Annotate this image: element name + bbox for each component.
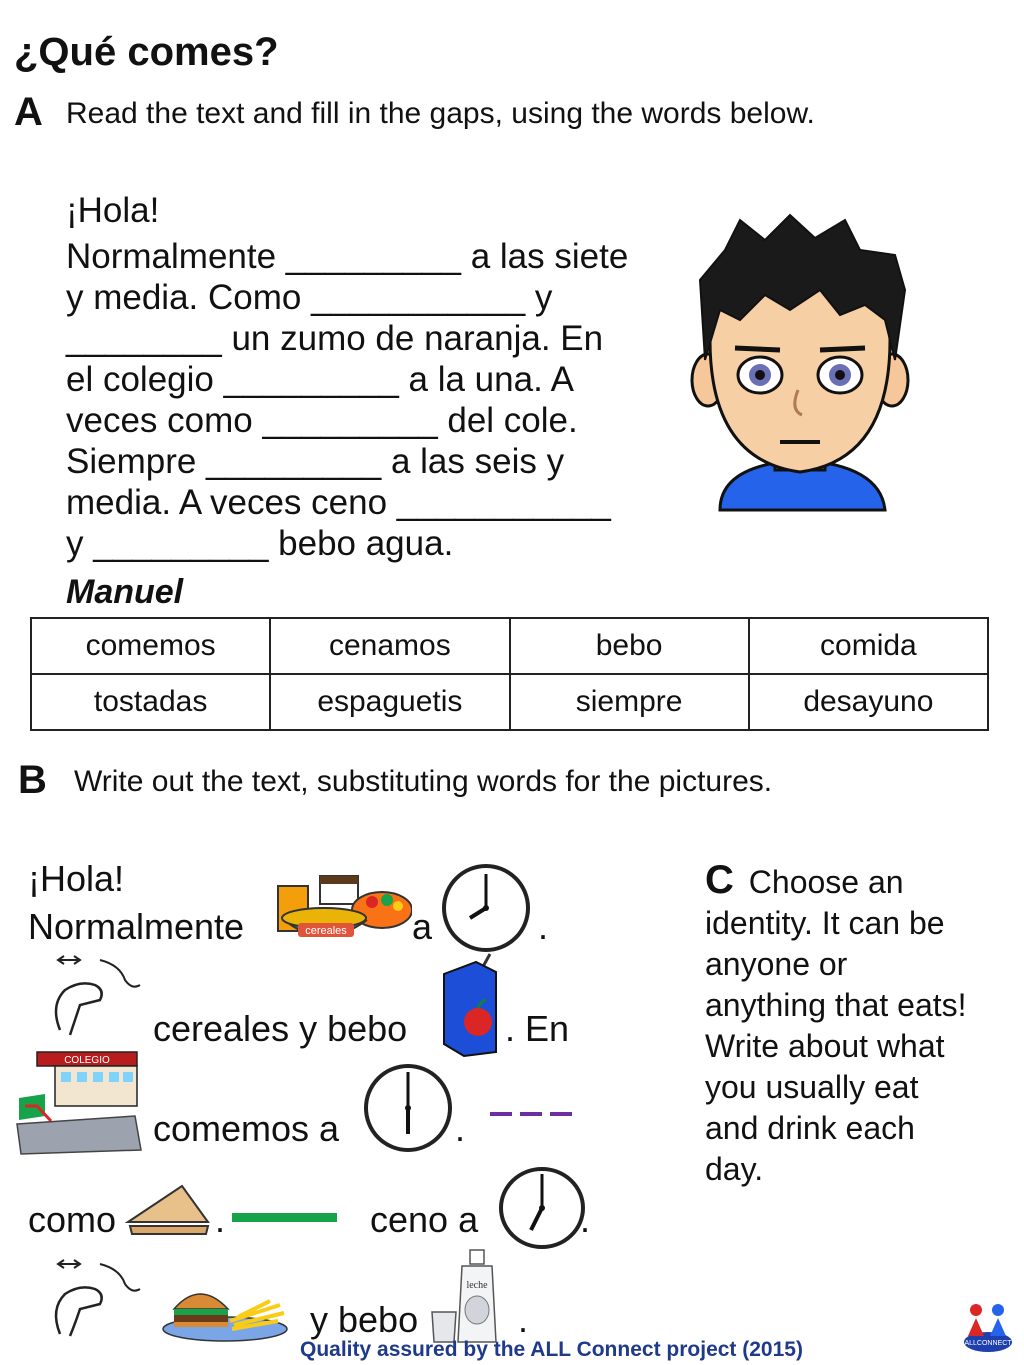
comemos-a-text: comemos a xyxy=(153,1108,340,1149)
clock-icon xyxy=(497,1166,587,1250)
section-c-line: anything that eats! xyxy=(705,987,967,1023)
normalmente-text: Normalmente xyxy=(28,906,245,947)
school-icon xyxy=(15,1046,143,1156)
paragraph-line: veces como _________ del cole. xyxy=(66,401,578,440)
table-row xyxy=(31,674,988,730)
paragraph-line: el colegio _________ a la una. A xyxy=(66,360,574,399)
clock-icon xyxy=(440,862,532,954)
juice-carton-icon xyxy=(440,952,500,1057)
eat-sign-icon xyxy=(40,950,150,1040)
word-bank-table xyxy=(30,617,989,731)
period-1: . xyxy=(538,906,549,947)
period-4: . xyxy=(580,1199,591,1240)
milk-label: leche xyxy=(466,1280,488,1291)
paragraph-line: y media. Como ___________ y xyxy=(66,278,553,317)
page-title: ¿Qué comes? xyxy=(14,30,279,74)
section-b-instruction: Write out the text, substituting words for the pictures. xyxy=(74,765,773,798)
signature: Manuel xyxy=(66,573,184,611)
section-c-line: Write about what xyxy=(705,1028,945,1064)
paragraph-line: Normalmente _________ a las siete xyxy=(66,237,629,276)
table-cell: bebo xyxy=(510,618,749,674)
paragraph-line: ________ un zumo de naranja. En xyxy=(66,319,604,358)
section-b-greeting: ¡Hola! xyxy=(28,858,125,899)
section-a-greeting: ¡Hola! xyxy=(66,191,160,230)
table-cell: espaguetis xyxy=(270,674,509,730)
a-text: a xyxy=(412,906,433,947)
section-a-paragraph xyxy=(66,236,686,564)
como-text: como xyxy=(28,1199,117,1240)
section-c-first: Choose an xyxy=(748,864,904,900)
burger-fries-icon xyxy=(160,1275,290,1345)
breakfast-icon xyxy=(262,868,412,948)
section-c xyxy=(705,860,1005,1190)
dash-mark xyxy=(490,1112,512,1116)
en-text: . En xyxy=(505,1008,570,1049)
dash-mark xyxy=(520,1112,542,1116)
section-c-line: day. xyxy=(705,1151,764,1187)
boy-illustration xyxy=(680,210,920,520)
y-bebo-text: y bebo xyxy=(310,1299,419,1340)
section-c-line: identity. It can be xyxy=(705,905,945,941)
paragraph-line: y _________ bebo agua. xyxy=(66,524,454,563)
period-3: . xyxy=(215,1199,226,1240)
milk-icon xyxy=(428,1246,504,1346)
clock-icon xyxy=(362,1062,454,1154)
table-cell: siempre xyxy=(510,674,749,730)
period-5: . xyxy=(518,1299,529,1340)
paragraph-line: Siempre _________ a las seis y xyxy=(66,442,565,481)
section-c-letter: C xyxy=(705,858,734,902)
cereales-text: cereales y bebo xyxy=(153,1008,408,1049)
cereal-box-label: cereales xyxy=(305,925,347,937)
section-c-line: and drink each xyxy=(705,1110,915,1146)
footer-credit: Quality assured by the ALL Connect project (2015) xyxy=(300,1338,803,1361)
table-cell: tostadas xyxy=(31,674,270,730)
section-a-instruction: Read the text and fill in the gaps, using the words below. xyxy=(66,97,815,130)
ceno-a-text: ceno a xyxy=(370,1199,479,1240)
table-cell: comida xyxy=(749,618,988,674)
eat-sign-icon xyxy=(40,1254,150,1340)
school-sign-label: COLEGIO xyxy=(64,1055,110,1066)
green-bar xyxy=(232,1213,337,1222)
table-cell: desayuno xyxy=(749,674,988,730)
period-2: . xyxy=(455,1108,466,1149)
dash-mark xyxy=(550,1112,572,1116)
section-b-letter: B xyxy=(18,758,47,802)
allconnect-logo xyxy=(960,1298,1016,1358)
section-c-line: anyone or xyxy=(705,946,848,982)
table-cell: comemos xyxy=(31,618,270,674)
sandwich-icon xyxy=(122,1182,214,1242)
logo-label: ALLCONNECT xyxy=(964,1340,1012,1347)
section-c-line: you usually eat xyxy=(705,1069,919,1105)
table-row xyxy=(31,618,988,674)
table-cell: cenamos xyxy=(270,618,509,674)
paragraph-line: media. A veces ceno ___________ xyxy=(66,483,611,522)
section-a-letter: A xyxy=(14,90,43,134)
